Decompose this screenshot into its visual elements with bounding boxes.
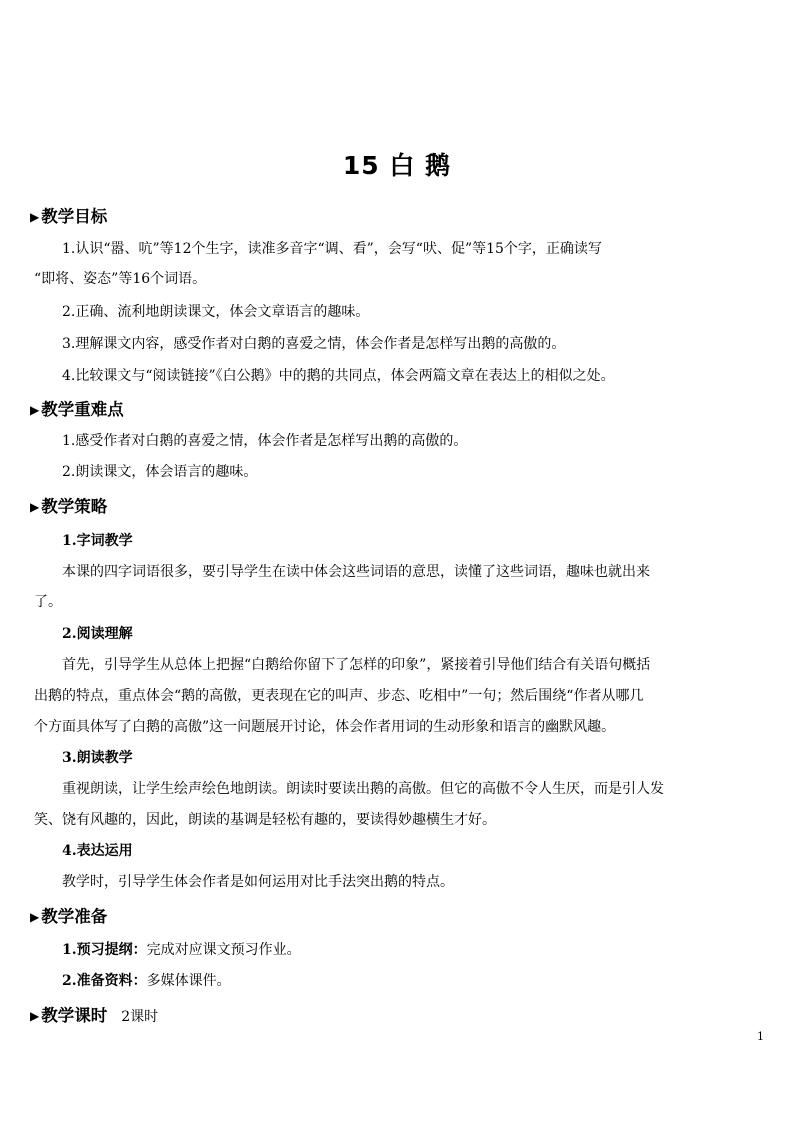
strategy-3-line-2: 笑、饶有风趣的，因此，朗读的基调是轻松有趣的，要读得妙趣横生才好。 [34,812,496,828]
goal-item-3: 3.理解课文内容，感受作者对白鹅的喜爱之情，体会作者是怎样写出鹅的高傲的。 [62,336,566,352]
section-heading-prep: ▶ 教学准备 [30,907,108,926]
triangle-bullet-icon: ▶ [30,500,40,514]
strategy-3-line-1: 重视朗读，让学生绘声绘色地朗读。朗读时要读出鹅的高傲。但它的高傲不令人生厌，而是引人发 [62,781,664,797]
strategy-2-line-1: 首先，引导学生从总体上把握“白鹅给你留下了怎样的印象”，紧接着引导他们结合有关语句概括 [62,657,651,673]
triangle-bullet-icon: ▶ [30,210,40,224]
prep-item-2-label: 2.准备资料： [62,973,147,989]
prep-item-1-label: 1.预习提纲： [62,942,147,958]
strategy-sub-title-4: 4.表达运用 [62,843,133,859]
strategy-sub-title-3: 3.朗读教学 [62,750,133,766]
prep-item-1-text: 完成对应课文预习作业。 [146,942,301,958]
section-heading-key-points: ▶ 教学重难点 [30,400,124,419]
prep-item-2-text: 多媒体课件。 [146,973,231,989]
goal-item-1-line-1: 1.认识“嚣、吭”等12个生字，读准多音字“调、看”，会写“吠、促”等15个字，正确读写 [62,241,602,257]
strategy-sub-title-2: 2.阅读理解 [62,626,133,642]
key-point-1: 1.感受作者对白鹅的喜爱之情，体会作者是怎样写出鹅的高傲的。 [62,433,468,449]
strategy-2-line-3: 个方面具体写了白鹅的高傲”这一问题展开讨论，体会作者用词的生动形象和语言的幽默风趣。 [34,719,616,735]
strategy-1-line-1: 本课的四字词语很多，要引导学生在读中体会这些词语的意思，读懂了这些词语，趣味也就出来 [62,564,650,580]
section-heading-hours: ▶ 教学课时 2课时 [30,1006,159,1025]
strategy-2-line-2: 出鹅的特点，重点体会“鹅的高傲，更表现在它的叫声、步态、吃相中”一句；然后围绕“作者从哪几 [34,688,644,704]
prep-item-1 [62,939,301,959]
hours-value: 2课时 [121,1009,159,1025]
prep-item-2 [62,970,231,990]
section-heading-goals: ▶ 教学目标 [30,207,108,226]
triangle-bullet-icon: ▶ [30,403,40,417]
strategy-4-line-1: 教学时，引导学生体会作者是如何运用对比手法突出鹅的特点。 [62,874,454,890]
triangle-bullet-icon: ▶ [30,1009,40,1023]
goal-item-1-line-2: “即将、姿态”等16个词语。 [34,271,207,287]
section-heading-strategy: ▶ 教学策略 [30,497,108,516]
goal-item-2: 2.正确、流利地朗读课文，体会文章语言的趣味。 [62,304,370,320]
lesson-title: 15 白 鹅 [342,151,452,180]
page-number: 1 [757,1030,764,1043]
strategy-sub-title-1: 1.字词教学 [62,533,133,549]
strategy-1-line-2: 了。 [34,594,62,610]
triangle-bullet-icon: ▶ [30,910,40,924]
key-point-2: 2.朗读课文，体会语言的趣味。 [62,464,258,480]
goal-item-4: 4.比较课文与“阅读链接”《白公鹅》中的鹅的共同点，体会两篇文章在表达上的相似之处。 [62,368,615,384]
